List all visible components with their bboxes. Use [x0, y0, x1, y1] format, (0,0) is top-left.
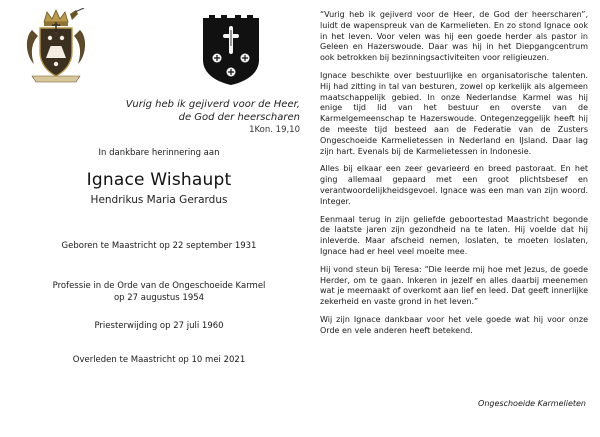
profession-line-1: Professie in de Orde van de Ongeschoeide Karmel — [52, 281, 266, 291]
biography-paragraph: Hij vond steun bij Teresa: “Die leerde mij hoe met Jezus, de goede Herder, om te gaan. Inkeren in jezelf en alles daarbij meenemen wat je meemaakt of overkomt aan lief en leed. Dat geeft innerlijke zekerheid en vaste grond in het leven.” — [320, 264, 588, 307]
profession-block — [14, 280, 304, 304]
motto-verse — [104, 98, 300, 137]
signature: Ongeschoeide Karmelieten — [478, 399, 586, 408]
ordination-line: Priesterwijding op 27 juli 1960 — [94, 321, 224, 331]
dedication-line: In dankbare herinnering aan — [98, 148, 220, 158]
left-panel — [14, 6, 304, 431]
deceased-name: Ignace Wishaupt — [86, 170, 232, 190]
biography-paragraph: Alles bij elkaar een zeer gevarieerd en breed pastoraat. En het ging allemaal gepaard met een groot plichtsbesef en verantwoordelijkheidsgevoel. Ignace was een man van zijn woord. Integer. — [320, 164, 588, 206]
verse-line-2: de God der heerscharen — [178, 112, 300, 123]
verse-reference: 1Kon. 19,10 — [249, 125, 300, 135]
birth-line: Geboren te Maastricht op 22 september 1931 — [61, 241, 257, 251]
biography-paragraph: Eenmaal terug in zijn geliefde geboortestad Maastricht begonde de laatste jaren zijn gezondheid na te laten. Hij voelde dat hij inleverde. Maar afscheid nemen, loslaten, te moeten loslaten, Ignace had er heel veel moeite mee. — [320, 214, 588, 256]
carmelite-crest-icon — [22, 8, 90, 86]
biography-paragraph: Ignace beschikte over bestuurlijke en organisatorische talenten. Hij had zitting in tal van besturen, zowel op kerkelijk als algemeen maatschappelijk gebied. In onze Nederlandse Karmel was hij enige tijd lid van het bestuur en overste van de Karmelgemeenschap te Hazerswoude. Ontegenzeggelijk heeft hij de meeste tijd besteed aan de Federatie van de Zusters Ongeschoeide Karmelietessen in Nederland en IJsland. Daar lag zijn hart. Evenals bij de Karmelietessen in Indonesie. — [320, 70, 588, 156]
verse-line-1: Vurig heb ik gejiverd voor de Heer, — [125, 99, 300, 110]
biography-paragraph: “Vurig heb ik gejiverd voor de Heer, de God der heerscharen”, luidt de wapenspreuk van de Karmelieten. En zo stond Ignace ook in het leven. Voor velen was hij een goede herder als pastor in Geleen en Hazerswoude. Daar was hij in het Diepgangcentrum ook betrokken bij bezinningsactiviteiten voor religieuzen. — [320, 10, 588, 63]
death-line: Overleden te Maastricht op 10 mei 2021 — [72, 355, 246, 365]
biography-panel — [320, 10, 588, 344]
biography-paragraph: Wij zijn Ignace dankbaar voor het vele goede wat hij voor onze Orde en vele anderen heeft betekend. — [320, 314, 588, 335]
carmelite-shield-icon — [199, 14, 263, 86]
profession-line-2: op 27 augustus 1954 — [113, 293, 205, 303]
given-names: Hendrikus Maria Gerardus — [90, 194, 228, 206]
